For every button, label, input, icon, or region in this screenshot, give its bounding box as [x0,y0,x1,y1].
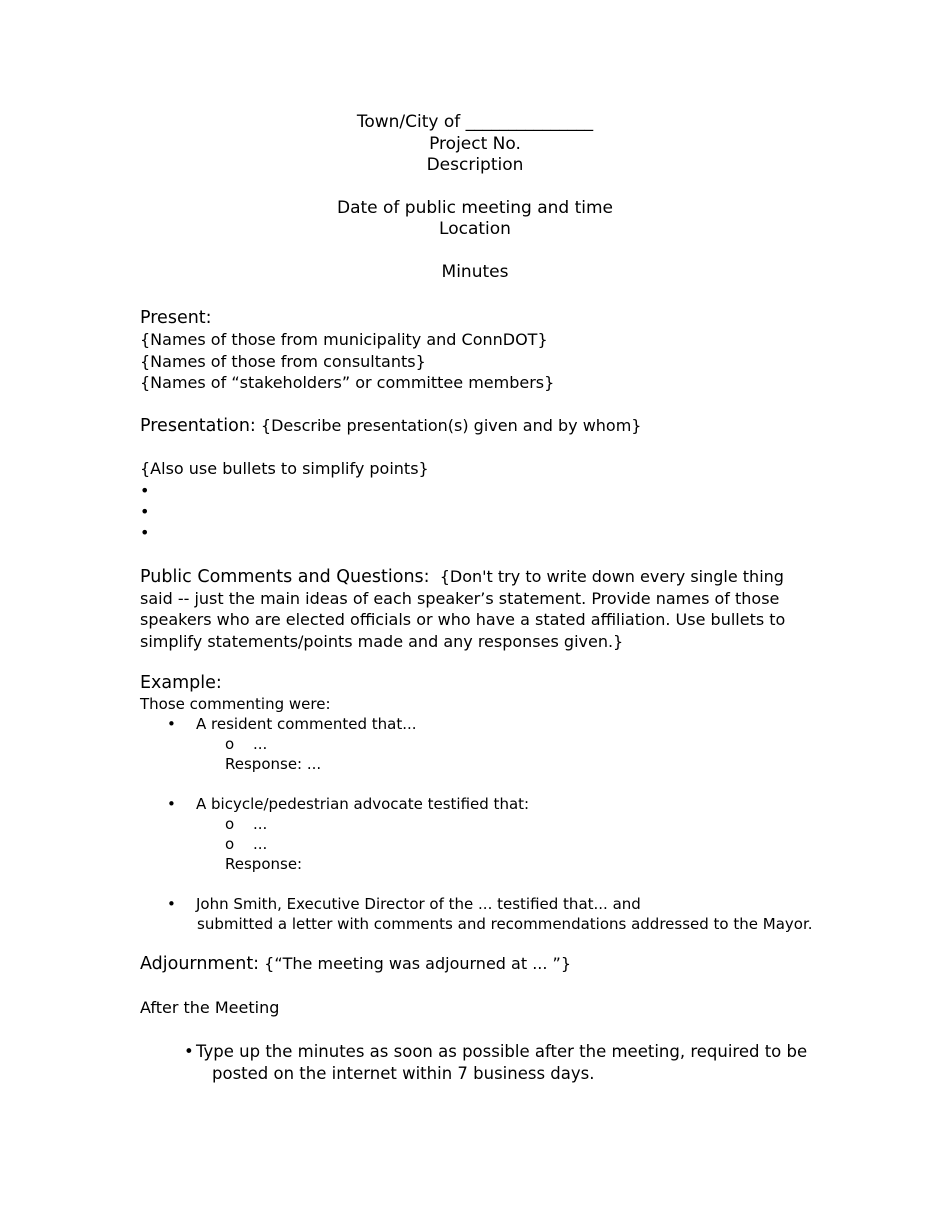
present-item: {Names of those from municipality and ConnDOT} [140,330,548,350]
project-number-line: Project No. [429,133,521,154]
bullet-icon: • [167,715,176,734]
sub-list-item [140,834,820,854]
sub-bullet-icon: o [225,735,235,754]
after-meeting-text: posted on the internet within 7 business days. [212,1063,595,1083]
document-page [140,112,820,1085]
list-item-continuation: submitted a letter with comments and recommendations addressed to the Mayor. [197,915,813,934]
document-header [140,112,810,283]
empty-bullet: • [140,480,150,500]
public-comments-text: speakers who are elected officials or who have a stated affiliation. Use bullets to [140,610,786,630]
sub-bullet-icon: o [225,815,235,834]
sub-list-item-text: ... [253,835,268,854]
list-item-text: A bicycle/pedestrian advocate testified that: [196,795,530,814]
sub-list-item [140,814,820,834]
response-line: Response: ... [225,755,322,774]
public-comments-label: Public Comments and Questions: [140,566,430,587]
meeting-date-line: Date of public meeting and time [336,197,613,218]
empty-bullet: • [140,523,150,543]
town-line: Town/City of _______________ [356,112,594,132]
after-meeting-heading: After the Meeting [140,998,280,1018]
response-line: Response: [225,855,303,874]
present-section [140,308,820,393]
adjournment-text: {“The meeting was adjourned at ... ”} [259,954,571,974]
sub-list-item-text: ... [253,815,268,834]
adjournment-label: Adjournment: [140,954,260,975]
list-item [140,794,820,814]
public-comments-text: said -- just the main ideas of each speaker’s statement. Provide names of those [140,588,780,608]
minutes-title: Minutes [441,261,509,282]
list-item-text: A resident commented that... [196,715,417,734]
after-meeting-text: Type up the minutes as soon as possible after the meeting, required to be [196,1041,808,1061]
description-line: Description [426,155,524,175]
sub-list-item [140,734,820,754]
public-comments-text: simplify statements/points made and any responses given.} [140,631,624,651]
bullet-icon: • [167,895,176,914]
example-label: Example: [140,672,222,693]
presentation-text: {Describe presentation(s) given and by whom} [255,416,642,436]
sub-bullet-icon: o [225,835,235,854]
presentation-label: Presentation: [140,416,256,437]
public-comments-text: {Don't try to write down every single thing [429,566,784,586]
public-comments-section [140,566,820,652]
bullet-icon: • [167,795,176,814]
present-item: {Names of those from consultants} [140,351,426,371]
list-item [140,894,820,914]
after-meeting-item [140,1041,820,1085]
empty-bullet: • [140,502,150,522]
example-intro: Those commenting were: [140,695,331,714]
bullets-note-section [140,458,820,543]
sub-list-item-text: ... [253,735,268,754]
list-item [140,714,820,734]
example-section [140,673,820,934]
presentation-section [140,415,820,437]
adjournment-section [140,953,820,975]
bullets-note-text: {Also use bullets to simplify points} [140,459,429,479]
present-label: Present: [140,308,212,328]
list-item-text: John Smith, Executive Director of the ... testified that... and [196,895,641,914]
bullet-icon: • [184,1041,194,1061]
present-item: {Names of “stakeholders” or committee members} [140,372,555,392]
location-line: Location [439,219,511,239]
